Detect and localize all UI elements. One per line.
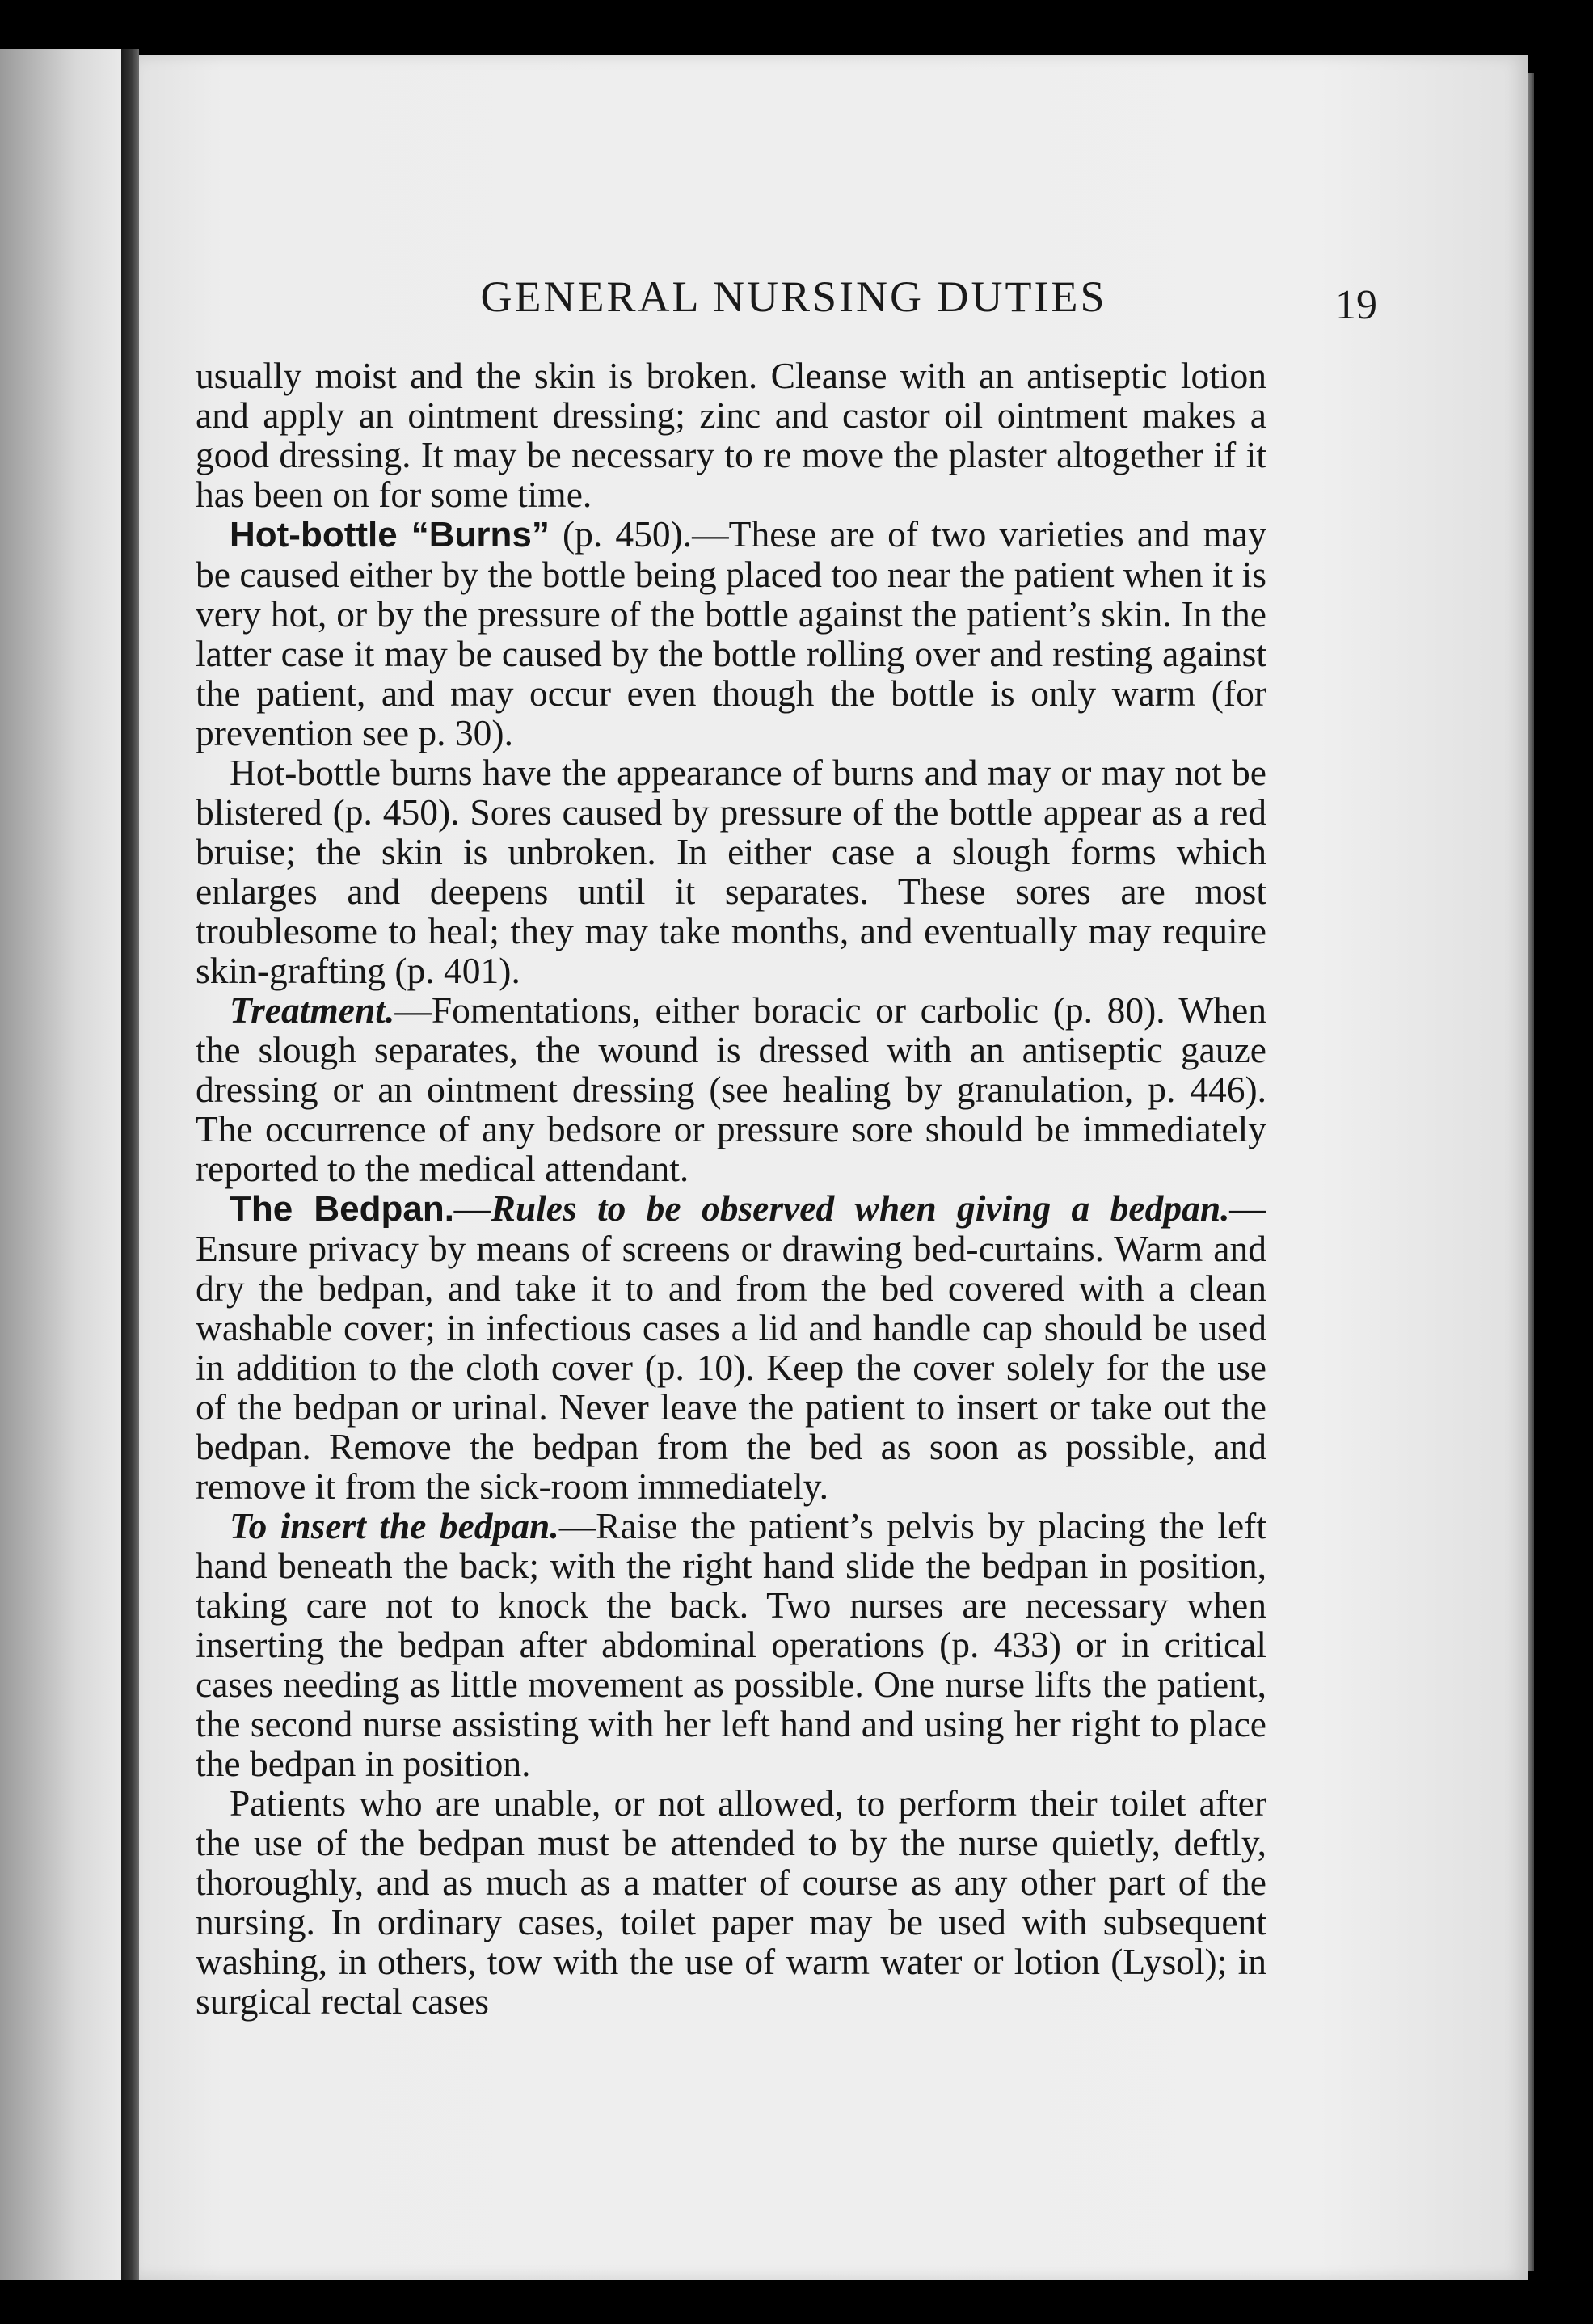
book-page (139, 55, 1528, 2280)
paragraph-3 (196, 753, 1266, 990)
paragraph-6-text: —Raise the patient’s pelvis by placing the left hand beneath the back; with the right hand slide the bedpan in position, taking care not to knock the back. Two nurses are necessary when inserting the bedpan after abdominal operations (p. 433) or in critical cases needing as little movement as possible. One nurse lifts the patient, the second nurse assisting with her left hand and using her right to place the bedpan in position. (196, 1505, 1266, 1784)
paragraph-bedpan (196, 1188, 1266, 1506)
paragraph-5-text: Ensure privacy by means of screens or drawing bed-curtains. Warm and dry the bedpan, and take it to and from the bed covered with a clean washable cover; in infectious cases a lid and handle cap should be used in addition to the cloth cover (p. 10). Keep the cover solely for the use of the bedpan or urinal. Never leave the patient to insert or take out the bedpan. Remove the bedpan from the bed as soon as possible, and remove it from the sick-room immediately. (196, 1228, 1266, 1507)
running-title: GENERAL NURSING DUTIES (480, 272, 1107, 321)
paragraph-treatment (196, 990, 1266, 1188)
bedpan-rules-lead: —Rules to be observed when giving a bedpan.— (453, 1187, 1266, 1229)
paragraph-1-text: usually moist and the skin is broken. Cleanse with an antiseptic lotion and apply an ointment dressing; zinc and castor oil ointment makes a good dressing. It may be necessary to re move the plaster altogether if it has been on for some time. (196, 355, 1266, 515)
section-heading-bedpan: The Bedpan. (230, 1189, 454, 1229)
page-number: 19 (1335, 282, 1377, 328)
body-text (196, 356, 1266, 2021)
book-spine (0, 49, 137, 2280)
paragraph-2-text: (p. 450).—These are of two varieties and may be caused either by the bottle being placed too near the patient when it is very hot, or by the pressure of the bottle against the patient’s skin. In the latter case it may be caused by the bottle rolling over and resting against the patient, and may occur even though the bottle is only warm (for prevention see p. 30). (196, 513, 1266, 753)
paragraph-insert-bedpan (196, 1506, 1266, 1783)
page-edge (1528, 73, 1534, 2271)
paragraph-7-text: Patients who are unable, or not allowed, to perform their toilet after the use of the bedpan must be attended to by the nurse quietly, deftly, thoroughly, and as much as a matter of course as any other part of the nursing. In ordinary cases, toilet paper may be used with subsequent washing, in others, tow with the use of warm water or lotion (Lysol); in surgical rectal cases (196, 1782, 1266, 2022)
paragraph-3-text: Hot-bottle burns have the appearance of burns and may or may not be blistered (p. 450). Sores caused by pressure of the bottle appear as a red bruise; the skin is unbroken. In either case a slough forms which enlarges and deepens until it separates. These sores are most troublesome to heal; they may take months, and eventually may require skin-grafting (p. 401). (196, 752, 1266, 991)
treatment-lead: Treatment. (230, 989, 395, 1031)
paragraph-hot-bottle-burns (196, 514, 1266, 753)
section-heading-hot-bottle-burns: Hot-bottle “Burns” (230, 515, 550, 555)
insert-bedpan-lead: To insert the bedpan. (230, 1505, 559, 1546)
paragraph-7 (196, 1783, 1266, 2021)
paragraph-4-text: —Fomentations, either boracic or carbolic (p. 80). When the slough separates, the wound is dressed with an antiseptic gauze dressing or an ointment dressing (see healing by granulation, p. 446). The occurrence of any bedsore or pressure sore should be immediately reported to the medical attendant. (196, 989, 1266, 1189)
spine-edge (121, 49, 139, 2280)
paragraph-1 (196, 356, 1266, 514)
